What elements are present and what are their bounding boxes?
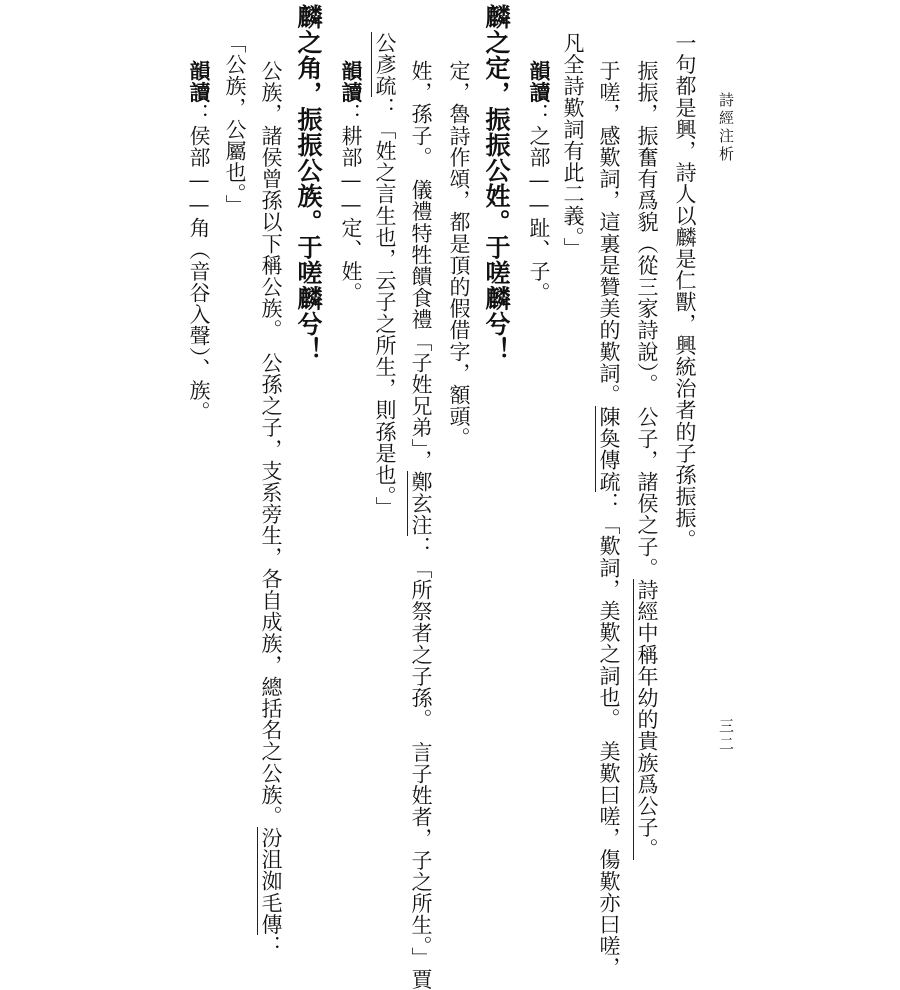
page-number: 三二 xyxy=(717,718,735,754)
rhyme-label: 韻讀 xyxy=(527,60,552,104)
commentary-line: 公彥疏：「姓之言生也，云子之所生，則孫是也。」 xyxy=(373,32,397,519)
commentary-line: 定，魯詩作頌，都是頂的假借字，額頭。 xyxy=(447,60,471,449)
cited-source-name: 陳奐傳疏 xyxy=(597,405,621,493)
commentary-line: 一句都是興，詩人以麟是仁獸，興統治者的子孫振振。 xyxy=(673,32,697,551)
running-head-title: 詩經注析 xyxy=(717,92,735,164)
commentary-line: 于嗟，感歎詞，這裏是贊美的歎詞。陳奐傳疏：「歎詞，美歎之詞也。 美歎曰嗟，傷歎亦曰嗟， xyxy=(597,60,621,979)
commentary-line: 凡全詩歎詞有此二義。」 xyxy=(561,32,585,260)
poem-verse: 麟之定，振振公姓。于嗟麟兮！ xyxy=(482,4,511,363)
commentary-line: 公族，諸侯曾孫以下稱公族。 公孫之子，支系旁生，各自成族，總括名之公族。汾沮洳毛傳： xyxy=(259,60,283,957)
commentary-line: 「公族，公屬也。」 xyxy=(223,32,247,216)
rhyme-label: 韻讀 xyxy=(339,60,364,104)
rhyme-reading: 韻讀：侯部——角（音谷入聲）、族。 xyxy=(187,60,212,423)
commentary-line: 姓，孫子。 儀禮特牲饋食禮「子姓兄弟」，鄭玄注：「所祭者之子孫。 言子姓者，子之所生。」賈 xyxy=(409,60,433,990)
rhyme-reading: 韻讀：耕部——定、姓。 xyxy=(339,60,364,304)
rhyme-reading: 韻讀：之部——趾、子。 xyxy=(527,60,552,304)
poem-verse: 麟之角，振振公族。于嗟麟兮！ xyxy=(294,4,323,363)
commentary-cited-term: 詩經中稱年幼的貴族爲公子。 xyxy=(635,579,659,860)
rhyme-label: 韻讀 xyxy=(187,60,212,104)
cited-source-name: 鄭玄注 xyxy=(409,471,433,536)
cited-source-name: 公彥疏 xyxy=(373,32,397,97)
commentary-line: 振振，振奮有爲貌（從三家詩說）。 公子，諸侯之子。詩經中稱年幼的貴族爲公子。 xyxy=(635,60,659,860)
cited-source-name: 汾沮洳毛傳 xyxy=(259,827,283,936)
